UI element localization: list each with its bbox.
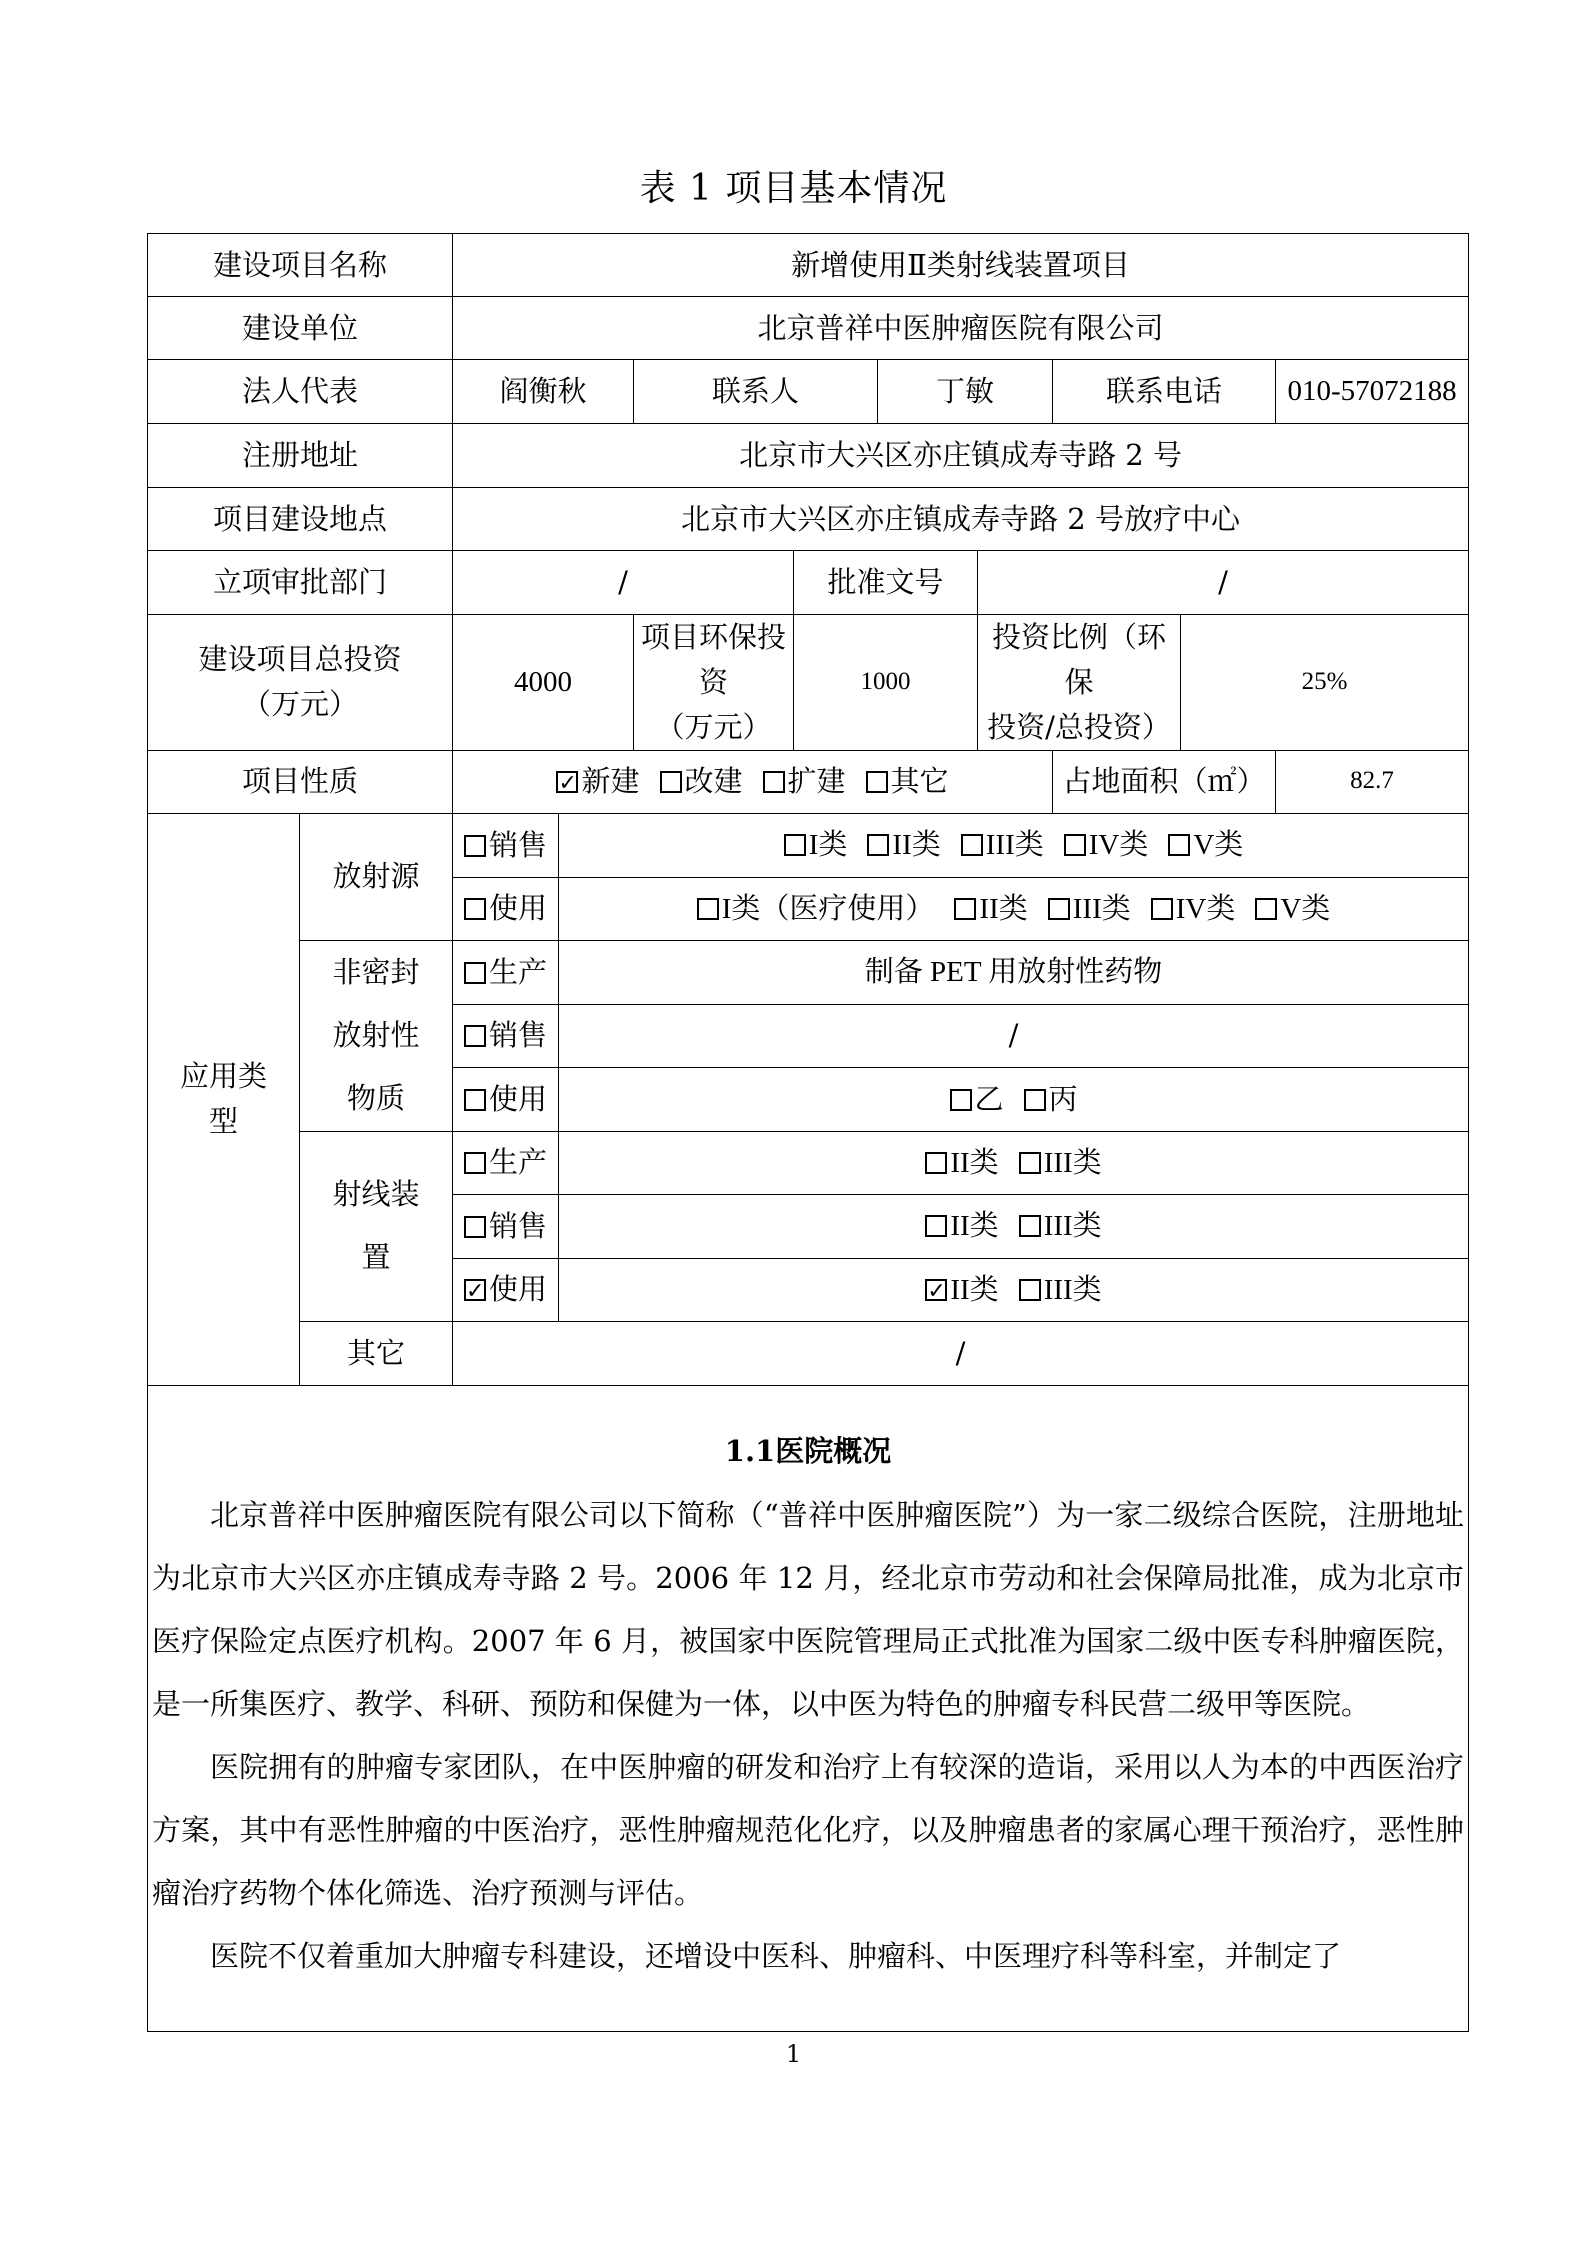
class-option[interactable]: III类	[1019, 1147, 1102, 1179]
value-ratio: 25%	[1181, 615, 1469, 751]
label-nature: 项目性质	[148, 750, 453, 813]
checkbox-icon	[464, 1025, 486, 1047]
label-unit: 建设单位	[148, 297, 453, 360]
checkbox-icon	[697, 898, 719, 920]
radio-source-use-classes	[559, 877, 1469, 940]
checkbox-icon	[866, 771, 888, 793]
checkbox-icon	[1255, 898, 1277, 920]
label-site: 项目建设地点	[148, 488, 453, 551]
label-total-invest-line2: （万元）	[242, 687, 359, 722]
label-ray-device-line2: 置	[361, 1240, 391, 1275]
checkbox-icon	[925, 1152, 947, 1174]
paragraph: 医院拥有的肿瘤专家团队，在中医肿瘤的研发和治疗上有较深的造诣，采用以人为本的中西医治疗方案，其中有恶性肿瘤的中医治疗，恶性肿瘤规范化化疗，以及肿瘤患者的家属心理干预治疗，恶性肿瘤治疗药物个体化筛选、治疗预测与评估。	[152, 1749, 1465, 1910]
checkbox-icon	[1168, 834, 1190, 856]
checkbox-icon	[464, 1152, 486, 1174]
value-area: 82.7	[1276, 750, 1469, 813]
class-option[interactable]: III类	[1019, 1274, 1102, 1306]
checkbox-icon	[925, 1279, 947, 1301]
nature-option-rebuild[interactable]: 改建	[660, 764, 743, 798]
value-total-invest: 4000	[453, 615, 634, 751]
value-reg-address: 北京市大兴区亦庄镇成寿寺路 2 号	[453, 424, 1469, 488]
unsealed-sale[interactable]: 销售	[453, 1004, 559, 1067]
table-title: 表 1 项目基本情况	[639, 168, 948, 209]
checkbox-icon	[464, 1216, 486, 1238]
checkbox-icon	[1064, 834, 1086, 856]
class-option[interactable]: I类	[784, 829, 848, 861]
label-app-type-line1: 应用类	[179, 1059, 267, 1094]
value-phone: 010-57072188	[1276, 360, 1469, 424]
nature-option-expand[interactable]: 扩建	[763, 764, 846, 798]
page-number: 1	[785, 2040, 802, 2068]
checkbox-icon	[954, 898, 976, 920]
class-option[interactable]: 丙	[1024, 1082, 1078, 1116]
checkbox-icon	[925, 1215, 947, 1237]
unsealed-use-classes	[559, 1067, 1469, 1131]
checkbox-icon	[1019, 1279, 1041, 1301]
label-ratio	[978, 615, 1181, 751]
class-option[interactable]: V类	[1168, 829, 1243, 861]
label-ratio-line1: 投资比例（环保	[992, 620, 1167, 699]
label-ray-device	[300, 1131, 453, 1321]
label-other: 其它	[300, 1321, 453, 1385]
checkbox-icon	[784, 834, 806, 856]
ray-device-produce-classes	[559, 1131, 1469, 1194]
label-total-invest-line1: 建设项目总投资	[198, 642, 402, 677]
class-option[interactable]: II类	[867, 829, 940, 861]
label-unsealed-line1: 非密封	[332, 955, 420, 990]
checkbox-icon	[1019, 1215, 1041, 1237]
class-option[interactable]: 乙	[950, 1082, 1004, 1116]
label-area: 占地面积（㎡）	[1053, 750, 1276, 813]
label-unsealed-line3: 物质	[347, 1081, 406, 1116]
checkbox-icon	[867, 834, 889, 856]
unsealed-produce-detail: 制备 PET 用放射性药物	[559, 940, 1469, 1004]
class-option[interactable]: IV类	[1151, 893, 1236, 925]
label-reg-address: 注册地址	[148, 424, 453, 488]
class-option[interactable]: II类	[954, 893, 1027, 925]
unsealed-use[interactable]: 使用	[453, 1067, 559, 1131]
class-option[interactable]: II类	[925, 1147, 998, 1179]
label-unsealed-line2: 放射性	[332, 1018, 420, 1053]
checkbox-icon	[763, 771, 785, 793]
section-heading: 1.1医院概况	[724, 1433, 892, 1468]
checkbox-icon	[1024, 1089, 1046, 1111]
checkbox-icon	[556, 771, 578, 793]
label-contact: 联系人	[634, 360, 878, 424]
class-option[interactable]: II类	[925, 1210, 998, 1242]
label-project-name: 建设项目名称	[148, 234, 453, 297]
checkbox-icon	[950, 1089, 972, 1111]
class-option[interactable]: I类（医疗使用）	[697, 893, 935, 925]
value-contact: 丁敏	[878, 360, 1053, 424]
radio-source-sale[interactable]: 销售	[453, 813, 559, 877]
nature-option-new[interactable]: ✓ 新建	[556, 764, 639, 798]
value-env-invest: 1000	[794, 615, 978, 751]
label-approval-no: 批准文号	[794, 551, 978, 615]
checkbox-icon	[464, 1089, 486, 1111]
checkbox-icon	[961, 834, 983, 856]
checkbox-icon	[464, 1279, 486, 1301]
class-option[interactable]: ✓ II类	[925, 1274, 998, 1306]
class-option[interactable]: III类	[1048, 893, 1131, 925]
hospital-overview	[148, 1385, 1469, 2031]
checkbox-icon	[1019, 1152, 1041, 1174]
unsealed-sale-detail: /	[559, 1004, 1469, 1067]
paragraph: 北京普祥中医肿瘤医院有限公司以下简称（“普祥中医肿瘤医院”）为一家二级综合医院，注册地址为北京市大兴区亦庄镇成寿寺路 2 号。2006 年 12 月，经北京市劳动和社会保障局批准，成为北京市医疗保险定点医疗机构。2007 年 6 月，被国家中医院管理局正式批准为国家二级中医专科肿瘤医院，是一所集医疗、教学、科研、预防和保健为一体，以中医为特色的肿瘤专科民营二级甲等医院。	[152, 1497, 1465, 1721]
checkbox-icon	[1048, 898, 1070, 920]
checkbox-icon	[464, 835, 486, 857]
label-env-invest	[634, 615, 794, 751]
label-total-invest	[148, 615, 453, 751]
ray-device-use[interactable]: ✓使用	[453, 1258, 559, 1321]
label-env-invest-line2: （万元）	[655, 709, 772, 744]
nature-options	[453, 750, 1053, 813]
ray-device-produce[interactable]: 生产	[453, 1131, 559, 1194]
value-legal-rep: 阎衡秋	[453, 360, 634, 424]
label-legal-rep: 法人代表	[148, 360, 453, 424]
label-env-invest-line1: 项目环保投资	[641, 620, 787, 699]
ray-device-sale[interactable]: 销售	[453, 1194, 559, 1258]
ray-device-use-classes	[559, 1258, 1469, 1321]
checkbox-icon	[464, 898, 486, 920]
unsealed-produce[interactable]: 生产	[453, 940, 559, 1004]
label-app-type	[148, 813, 300, 1385]
ray-device-sale-classes	[559, 1194, 1469, 1258]
paragraph: 医院不仅着重加大肿瘤专科建设，还增设中医科、肿瘤科、中医理疗科等科室，并制定了	[210, 1938, 1342, 1973]
label-approval-dept: 立项审批部门	[148, 551, 453, 615]
value-approval-no: /	[978, 551, 1469, 615]
value-approval-dept: /	[453, 551, 794, 615]
label-radio-source: 放射源	[300, 813, 453, 940]
class-option[interactable]: III类	[1019, 1210, 1102, 1242]
checkbox-icon	[464, 962, 486, 984]
nature-option-other[interactable]: 其它	[866, 764, 949, 798]
value-other: /	[453, 1321, 1469, 1385]
label-unsealed	[300, 940, 453, 1131]
radio-source-use[interactable]: 使用	[453, 877, 559, 940]
value-site: 北京市大兴区亦庄镇成寿寺路 2 号放疗中心	[453, 488, 1469, 551]
label-ratio-line2: 投资/总投资）	[987, 709, 1171, 744]
radio-source-sale-classes	[559, 813, 1469, 877]
label-app-type-line2: 型	[208, 1104, 238, 1139]
class-option[interactable]: III类	[961, 829, 1044, 861]
value-project-name: 新增使用Ⅱ类射线装置项目	[453, 234, 1469, 297]
checkbox-icon	[660, 771, 682, 793]
label-phone: 联系电话	[1053, 360, 1276, 424]
checkbox-icon	[1151, 898, 1173, 920]
project-info-table	[147, 233, 1469, 2032]
label-ray-device-line1: 射线装	[332, 1177, 420, 1212]
class-option[interactable]: IV类	[1064, 829, 1149, 861]
value-unit: 北京普祥中医肿瘤医院有限公司	[453, 297, 1469, 360]
class-option[interactable]: V类	[1255, 893, 1330, 925]
